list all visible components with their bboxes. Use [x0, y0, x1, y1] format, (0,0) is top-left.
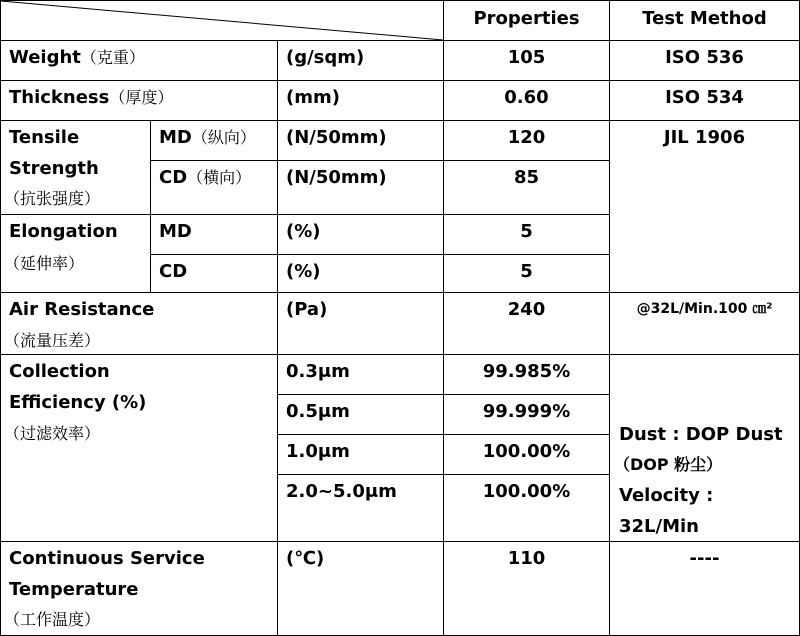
temp-method: ----: [689, 548, 720, 569]
weight-label: Weight（克重）: [9, 47, 145, 68]
tensile-cd-value: 85: [513, 167, 540, 188]
elongation-md-dir: MD: [159, 221, 192, 242]
header-test-method: Test Method: [642, 8, 767, 29]
air-value: 240: [507, 299, 546, 320]
collection-size-1: 0.3μm: [286, 361, 350, 382]
elongation-cd-unit: (%): [286, 261, 321, 282]
elongation-md-value: 5: [520, 221, 533, 242]
elongation-cd-dir: CD: [159, 261, 188, 282]
temp-label-line2: Temperature: [9, 579, 139, 600]
temp-label-line1: Continuous Service: [9, 548, 205, 569]
thickness-method: ISO 534: [665, 87, 744, 108]
temp-value: 110: [507, 548, 546, 569]
air-label: Air Resistance: [9, 299, 155, 320]
collection-method-dust: Dust : DOP Dust: [619, 424, 783, 445]
collection-method-dust-zh: （DOP 粉尘）: [614, 455, 723, 474]
elongation-md-unit: (%): [286, 221, 321, 242]
tensile-label-zh: （抗张强度）: [4, 189, 101, 208]
tensile-label-line2: Strength: [9, 158, 99, 179]
collection-size-4: 2.0~5.0μm: [286, 481, 397, 502]
temp-unit: (℃): [286, 548, 325, 569]
header-properties: Properties: [473, 8, 580, 29]
collection-value-1: 99.985%: [482, 361, 571, 382]
weight-method: ISO 536: [665, 47, 744, 68]
thickness-label: Thickness（厚度）: [9, 87, 174, 108]
tensile-cd-unit: (N/50mm): [286, 167, 387, 188]
thickness-unit: (mm): [286, 87, 340, 108]
collection-size-2: 0.5μm: [286, 401, 350, 422]
elongation-label: Elongation: [9, 221, 118, 242]
collection-method-velocity-value: 32L/Min: [619, 516, 699, 537]
collection-label-line2: Efficiency (%): [9, 392, 147, 413]
air-method: @32L/Min.100 ㎝²: [636, 301, 773, 317]
temp-label-zh: （工作温度）: [4, 610, 101, 629]
tensile-md-value: 120: [507, 127, 546, 148]
collection-value-4: 100.00%: [482, 481, 571, 502]
tensile-method: JIL 1906: [663, 127, 746, 148]
tensile-cd-dir: CD（横向）: [159, 167, 252, 188]
elongation-cd-value: 5: [520, 261, 533, 282]
collection-value-3: 100.00%: [482, 441, 571, 462]
tensile-label-line1: Tensile: [9, 127, 80, 148]
weight-value: 105: [507, 47, 546, 68]
collection-method-velocity-label: Velocity :: [619, 485, 714, 506]
weight-unit: (g/sqm): [286, 47, 365, 68]
collection-value-2: 99.999%: [482, 401, 571, 422]
header-diagonal: [0, 0, 444, 41]
tensile-md-unit: (N/50mm): [286, 127, 387, 148]
tensile-md-dir: MD（纵向）: [159, 127, 256, 148]
thickness-value: 0.60: [504, 87, 549, 108]
collection-label-zh: （过滤效率）: [4, 424, 101, 443]
air-unit: (Pa): [286, 299, 328, 320]
collection-label-line1: Collection: [9, 361, 110, 382]
elongation-label-zh: （延伸率）: [4, 254, 85, 273]
collection-size-3: 1.0μm: [286, 441, 350, 462]
air-label-zh: （流量压差）: [4, 331, 101, 350]
